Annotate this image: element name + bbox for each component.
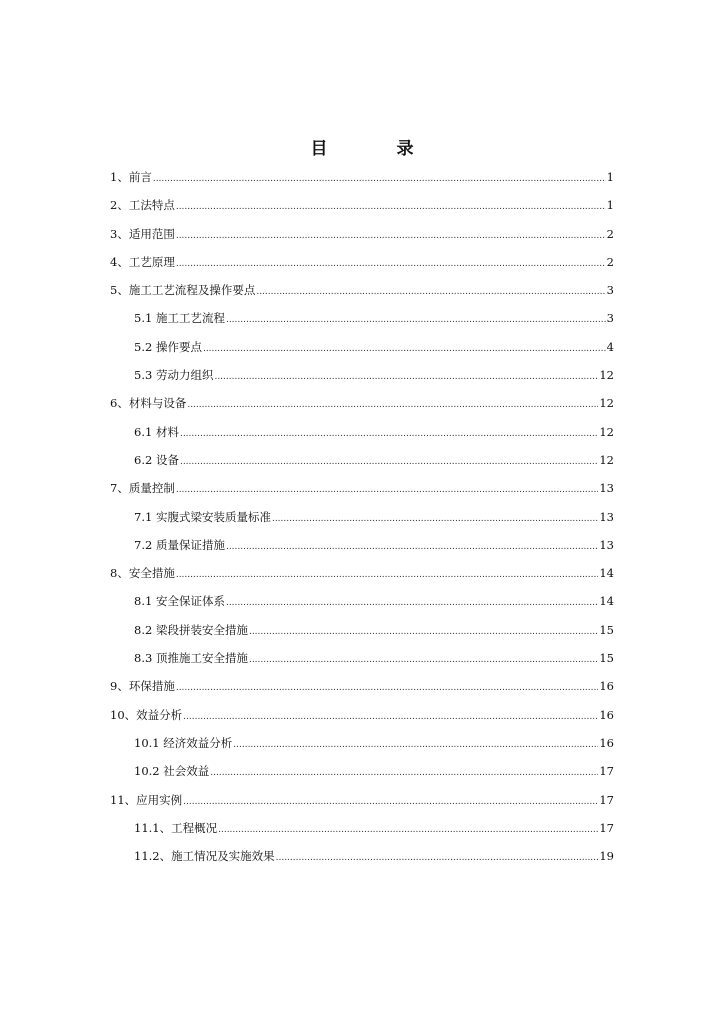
toc-entry[interactable] [110, 537, 614, 565]
page-title: 目 录 [310, 139, 440, 159]
toc-dot-leader [226, 315, 606, 325]
toc-page-number: 13 [599, 481, 614, 496]
toc-entry[interactable] [110, 848, 614, 876]
toc-dot-leader [176, 485, 599, 495]
toc-entry-label: 4、工艺原理 [110, 254, 175, 269]
toc-entry[interactable] [110, 339, 614, 367]
toc-page-number: 1 [606, 198, 614, 213]
toc-dot-leader [180, 429, 598, 439]
toc-dot-leader [233, 740, 598, 750]
toc-page-number: 17 [599, 792, 614, 807]
toc-page-number: 12 [599, 424, 614, 439]
toc-dot-leader [218, 825, 598, 835]
toc-entry[interactable] [110, 282, 614, 310]
toc-page-number: 2 [606, 254, 614, 269]
toc-entry[interactable] [110, 707, 614, 735]
toc-page-number: 16 [599, 707, 614, 722]
toc-entry-label: 8.1 安全保证体系 [134, 594, 225, 609]
toc-entry[interactable] [110, 169, 614, 197]
toc-dot-leader [183, 712, 598, 722]
toc-entry-label: 5.3 劳动力组织 [134, 368, 214, 383]
toc-entry-label: 11.1、工程概况 [134, 820, 218, 835]
toc-entry[interactable] [110, 622, 614, 650]
toc-entry-label: 5.2 操作要点 [134, 339, 202, 354]
toc-entry-label: 7、质量控制 [110, 481, 175, 496]
toc-entry[interactable] [110, 424, 614, 452]
toc-entry[interactable] [110, 565, 614, 593]
toc-dot-leader [176, 259, 606, 269]
toc-entry-label: 5、施工工艺流程及操作要点 [110, 283, 256, 298]
toc-entry-label: 11.2、施工情况及实施效果 [134, 849, 275, 864]
toc-page-number: 12 [599, 368, 614, 383]
toc-entry-label: 6.1 材料 [134, 424, 179, 439]
toc-dot-leader [203, 344, 606, 354]
toc-entry-label: 8.2 梁段拼装安全措施 [134, 622, 248, 637]
toc-entry-label: 10、效益分析 [110, 707, 183, 722]
toc-page-number: 12 [599, 396, 614, 411]
toc-dot-leader [272, 514, 598, 524]
toc-dot-leader [176, 570, 599, 580]
toc-dot-leader [249, 627, 598, 637]
toc-dot-leader [176, 231, 606, 241]
toc-entry[interactable] [110, 509, 614, 537]
toc-page-number: 3 [606, 283, 614, 298]
toc-dot-leader [176, 683, 599, 693]
toc-dot-leader [187, 400, 598, 410]
toc-entry-label: 6.2 设备 [134, 452, 179, 467]
toc-entry[interactable] [110, 792, 614, 820]
toc-page-number: 16 [599, 679, 614, 694]
toc-page-number: 13 [599, 509, 614, 524]
toc-dot-leader [180, 457, 598, 467]
toc-dot-leader [226, 598, 598, 608]
toc-page-number: 12 [599, 452, 614, 467]
toc-entry[interactable] [110, 763, 614, 791]
toc-entry-label: 8.3 顶推施工安全措施 [134, 651, 248, 666]
toc-entry[interactable] [110, 452, 614, 480]
toc-entry-label: 10.2 社会效益 [134, 764, 210, 779]
toc-entry[interactable] [110, 735, 614, 763]
toc-entry[interactable] [110, 226, 614, 254]
toc-dot-leader [249, 655, 598, 665]
toc-entry-label: 9、环保措施 [110, 679, 175, 694]
toc-entry-label: 6、材料与设备 [110, 396, 187, 411]
toc-dot-leader [176, 202, 606, 212]
toc-page-number: 4 [606, 339, 614, 354]
toc-page-number: 1 [606, 170, 614, 184]
toc-entry-label: 8、安全措施 [110, 566, 175, 581]
toc-entry[interactable] [110, 310, 614, 338]
toc-entry[interactable] [110, 593, 614, 621]
toc-entry-label: 7.1 实腹式梁安装质量标准 [134, 509, 271, 524]
toc-page-number: 17 [599, 764, 614, 779]
toc-dot-leader [226, 542, 598, 552]
toc-entry[interactable] [110, 678, 614, 706]
toc-page-number: 14 [599, 566, 614, 581]
toc-page-number: 17 [599, 820, 614, 835]
toc-entry-label: 3、适用范围 [110, 226, 175, 241]
toc-page-number: 15 [599, 651, 614, 666]
toc-entry[interactable] [110, 650, 614, 678]
toc-entry-label: 11、应用实例 [110, 792, 183, 807]
toc-entry[interactable] [110, 395, 614, 423]
toc-page-number: 14 [599, 594, 614, 609]
toc-entry-label: 1、前言 [110, 170, 152, 184]
toc-page-number: 3 [606, 311, 614, 326]
toc-dot-leader [210, 768, 598, 778]
toc-entry[interactable] [110, 367, 614, 395]
toc-page-number: 15 [599, 622, 614, 637]
toc-page-number: 13 [599, 537, 614, 552]
toc-entry[interactable] [110, 480, 614, 508]
toc-dot-leader [183, 797, 598, 807]
toc-dot-leader [256, 287, 605, 297]
toc-entry-label: 10.1 经济效益分析 [134, 735, 233, 750]
toc-dot-leader [153, 174, 606, 184]
toc-entry[interactable] [110, 254, 614, 282]
toc-page-number: 16 [599, 735, 614, 750]
toc-dot-leader [276, 853, 599, 863]
toc-entry[interactable] [110, 197, 614, 225]
toc-entry-label: 2、工法特点 [110, 198, 175, 213]
toc-dot-leader [214, 372, 598, 382]
toc-entry-label: 7.2 质量保证措施 [134, 537, 225, 552]
toc-entry[interactable] [110, 820, 614, 848]
toc-entry-label: 5.1 施工工艺流程 [134, 311, 225, 326]
toc-page-number: 19 [599, 849, 614, 864]
table-of-contents [110, 169, 614, 876]
toc-page-number: 2 [606, 226, 614, 241]
